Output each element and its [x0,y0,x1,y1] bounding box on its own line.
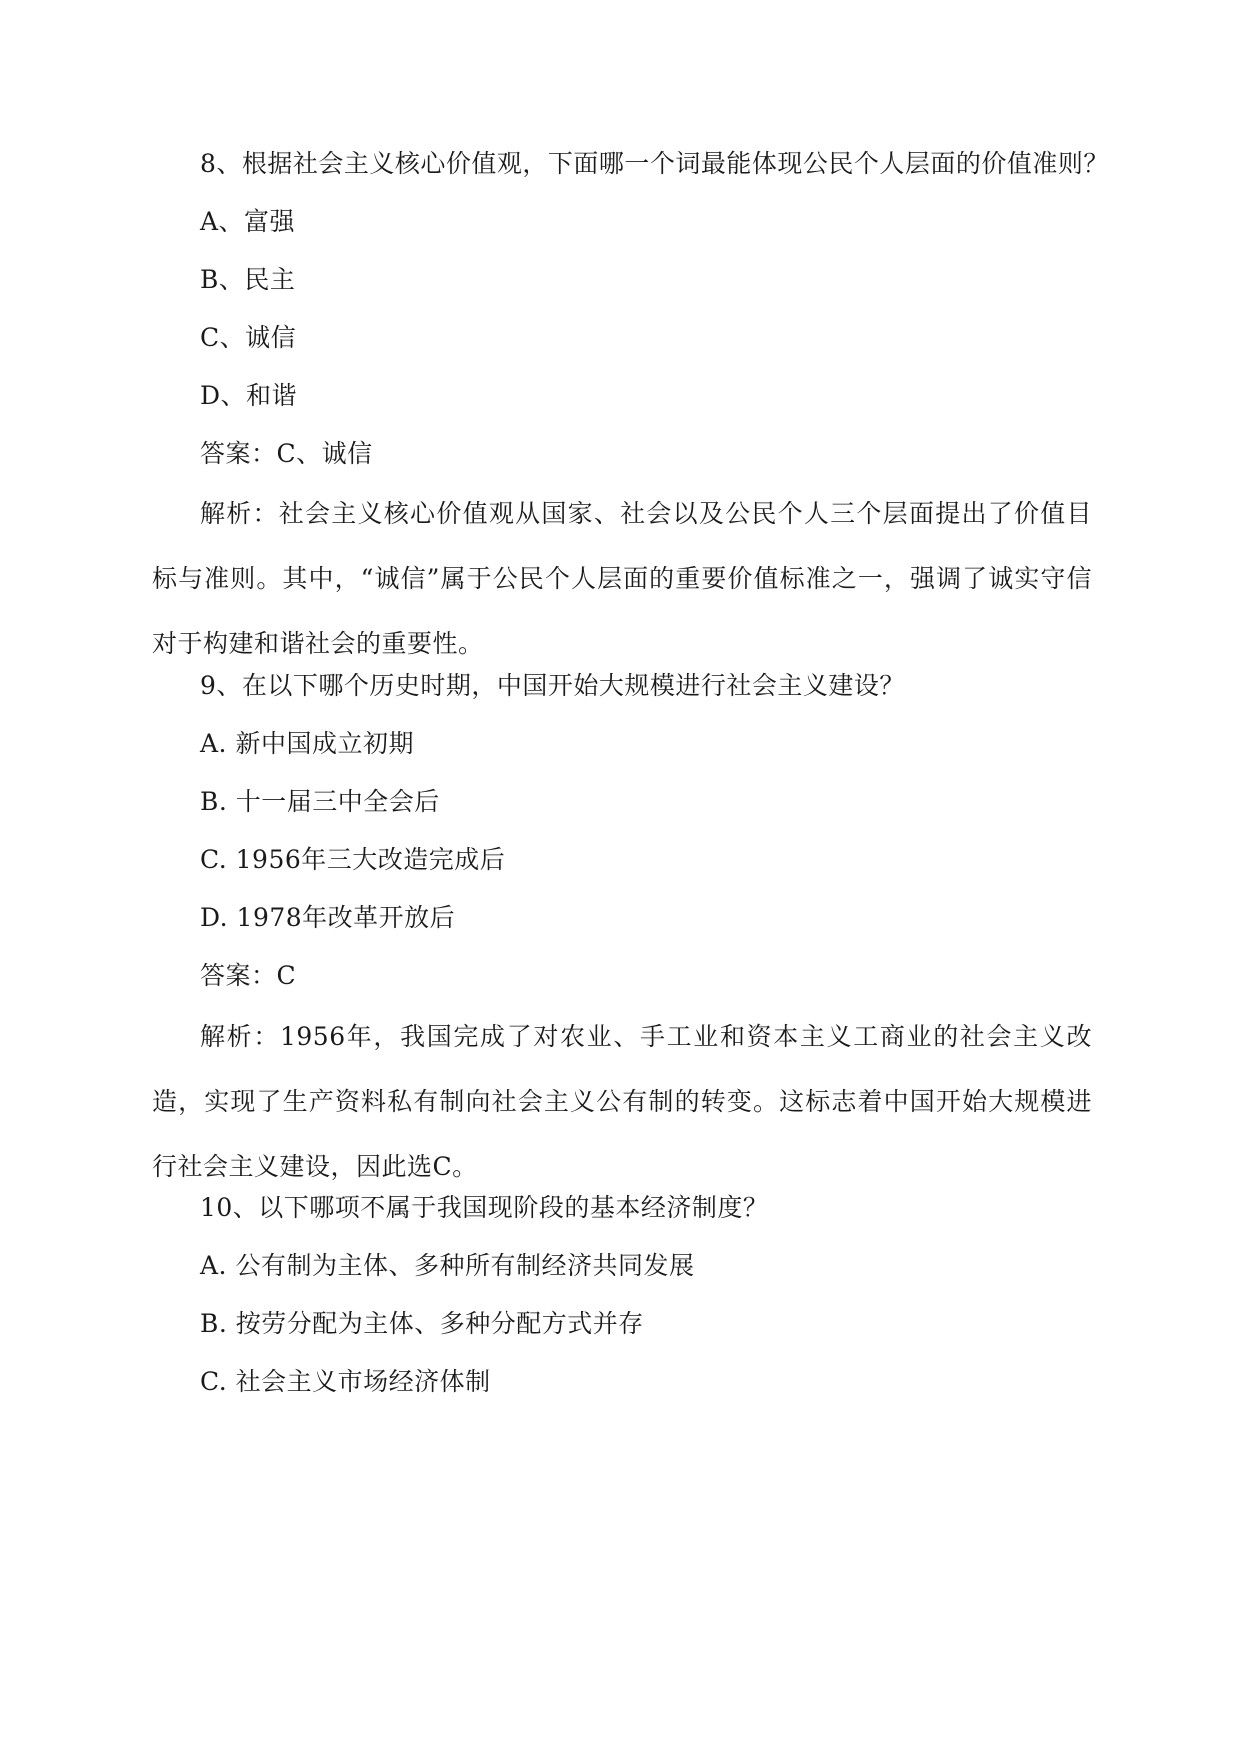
question-8-option-d: D、和谐 [200,381,298,410]
question-8-analysis: 解析：社会主义核心价值观从国家、社会以及公民个人三个层面提出了价值目标与准则。其中，“诚信”属于公民个人层面的重要价值标准之一，强调了诚实守信对于构建和谐社会的重要性。 [152,499,1092,658]
question-8-option-a: A、富强 [200,207,296,236]
question-9-option-c: C. 1956年三大改造完成后 [200,845,506,874]
question-9-option-a: A. 新中国成立初期 [200,729,414,758]
question-9-option-d: D. 1978年改革开放后 [200,903,456,932]
question-10-option-a: A. 公有制为主体、多种所有制经济共同发展 [200,1251,695,1280]
question-9-analysis: 解析：1956年，我国完成了对农业、手工业和资本主义工商业的社会主义改造，实现了生产资料私有制向社会主义公有制的转变。这标志着中国开始大规模进行社会主义建设，因此选C。 [152,1022,1092,1181]
question-8-option-c: C、诚信 [200,323,297,352]
question-10-stem: 10、以下哪项不属于我国现阶段的基本经济制度？ [200,1193,769,1222]
question-9-stem: 9、在以下哪个历史时期，中国开始大规模进行社会主义建设？ [200,671,905,700]
question-8-answer: 答案：C、诚信 [200,439,373,468]
question-8-option-b: B、民主 [200,265,296,294]
question-10-option-b: B. 按劳分配为主体、多种分配方式并存 [200,1309,644,1338]
question-9-answer: 答案：C [200,961,297,990]
question-10-option-c: C. 社会主义市场经济体制 [200,1367,491,1396]
question-8-stem: 8、根据社会主义核心价值观，下面哪一个词最能体现公民个人层面的价值准则？ [200,149,1109,178]
question-9-option-b: B. 十一届三中全会后 [200,787,440,816]
